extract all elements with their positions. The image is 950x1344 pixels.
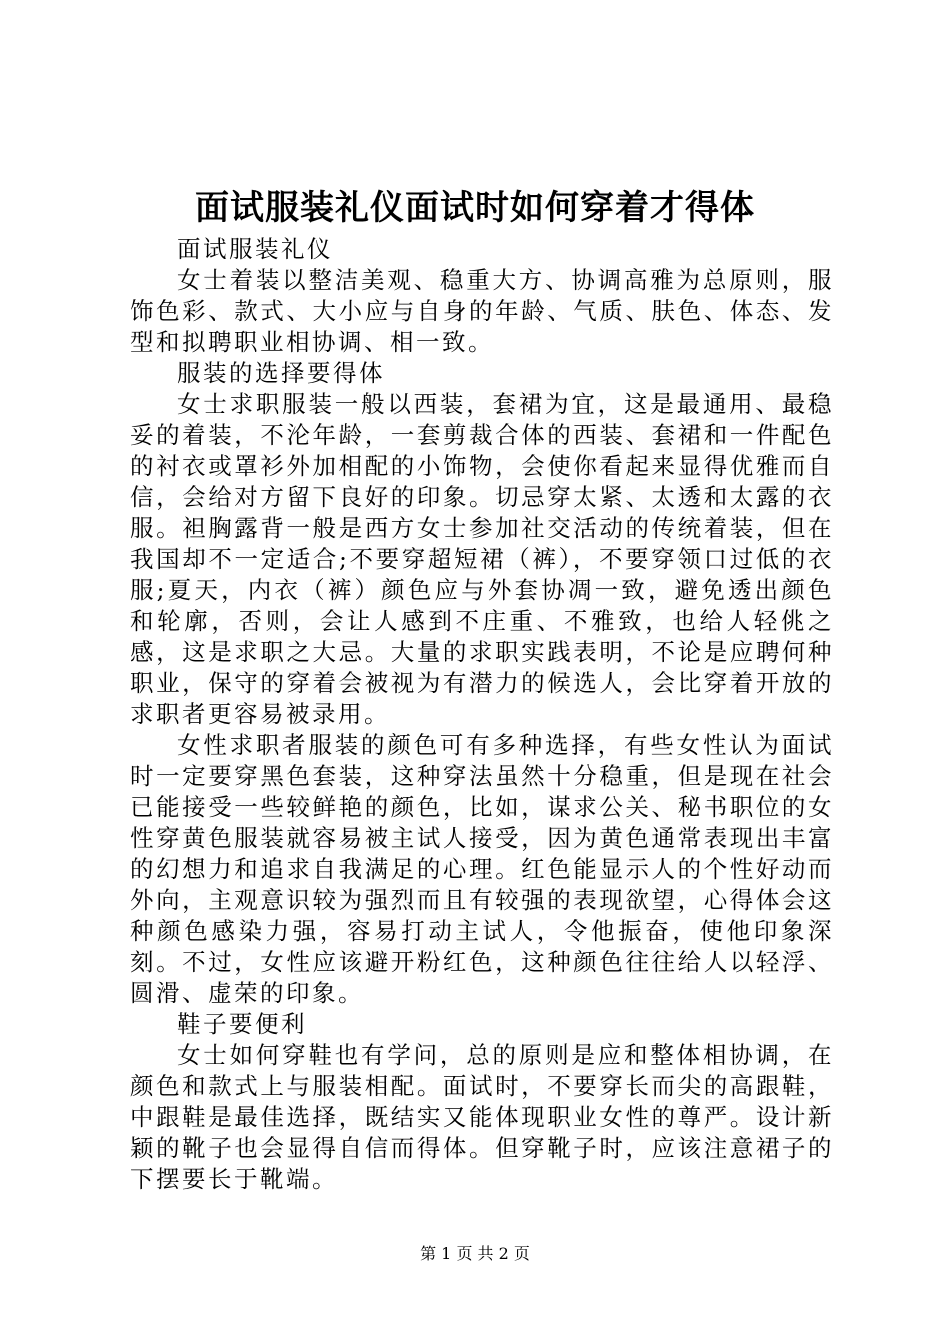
document-body [130,234,834,1195]
page-number-footer: 第 1 页 共 2 页 [420,1244,530,1263]
paragraph-general-principle: 女士着装以整洁美观、稳重大方、协调高雅为总原则，服饰色彩、款式、大小应与自身的年龄、气质、肤色、体态、发型和拟聘职业相协调、相一致。 [130,266,834,356]
section-heading-shoes: 鞋子要便利 [177,1010,307,1038]
document-title: 面试服装礼仪面试时如何穿着才得体 [195,188,755,228]
section-heading-clothing-choice: 服装的选择要得体 [177,359,385,387]
paragraph-shoes: 女士如何穿鞋也有学问，总的原则是应和整体相协调，在颜色和款式上与服装相配。面试时，不要穿长而尖的高跟鞋，中跟鞋是最佳选择，既结实又能体现职业女性的尊严。设计新颖的靴子也会显得自信而得体。但穿靴子时，应该注意裙子的下摆要长于靴端。 [130,1041,834,1193]
section-heading-dress-etiquette: 面试服装礼仪 [177,235,333,263]
paragraph-clothing-color: 女性求职者服装的颜色可有多种选择，有些女性认为面试时一定要穿黑色套装，这种穿法虽然十分稳重，但是现在社会已能接受一些较鲜艳的颜色，比如，谋求公关、秘书职位的女性穿黄色服装就容易被主试人接受，因为黄色通常表现出丰富的幻想力和追求自我满足的心理。红色能显示人的个性好动而外向，主观意识较为强烈而且有较强的表现欲望，心得体会这种颜色感染力强，容易打动主试人，令他振奋，使他印象深刻。不过，女性应该避开粉红色，这种颜色往往给人以轻浮、圆滑、虚荣的印象。 [130,731,834,1007]
paragraph-clothing-style: 女士求职服装一般以西装，套裙为宜，这是最通用、最稳妥的着装，不沦年龄，一套剪裁合体的西装、套裙和一件配色的衬衣或罩衫外加相配的小饰物，会使你看起来显得优雅而自信，会给对方留下良好的印象。切忌穿太紧、太透和太露的衣服。袒胸露背一般是西方女士参加社交活动的传统着装，但在我国却不一定适合;不要穿超短裙（裤），不要穿领口过低的衣服;夏天，内衣（裤）颜色应与外套协凋一致，避免透出颜色和轮廓，否则，会让人感到不庄重、不雅致，也给人轻佻之感，这是求职之大忌。大量的求职实践表明，不论是应聘何种职业，保守的穿着会被视为有潜力的候选人，会比穿着开放的求职者更容易被录用。 [130,390,834,728]
